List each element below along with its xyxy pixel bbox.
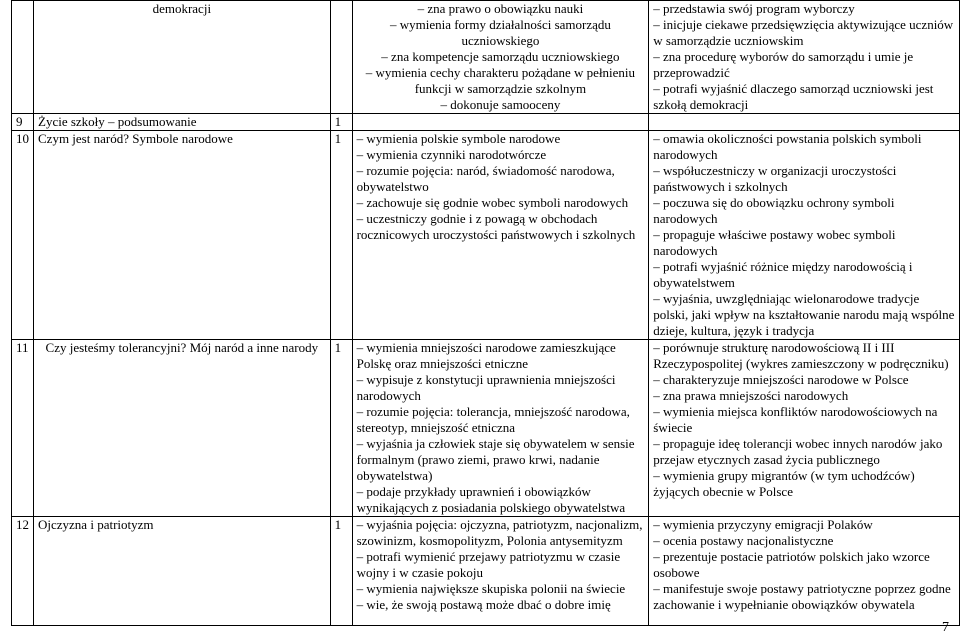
requirement-item: – potrafi wyjaśnić dlaczego samorząd uczniowski jest szkołą demokracji (653, 81, 955, 113)
requirement-item: – charakteryzuje mniejszości narodowe w Polsce (653, 372, 955, 388)
basic-requirements (352, 517, 649, 626)
extended-requirements (649, 517, 960, 626)
requirement-item: – uczestniczy godnie i z powagą w obchodach rocznicowych uroczystości państwowych i szkolnych (357, 211, 645, 243)
requirement-item: – wymienia największe skupiska polonii na świecie (357, 581, 645, 597)
table-row (12, 517, 960, 626)
lesson-topic: Ojczyzna i patriotyzm (34, 517, 331, 626)
requirement-item: – potrafi wyjaśnić różnice między narodowością i obywatelstwem (653, 259, 955, 291)
extended-requirements (649, 340, 960, 517)
requirement-item: – wymienia miejsca konfliktów narodowościowych na świecie (653, 404, 955, 436)
requirement-item: – wymienia formy działalności samorządu uczniowskiego (357, 17, 645, 49)
requirement-item: – porównuje strukturę narodowościową II i III Rzeczypospolitej (wykres zamieszczony w podręczniku) (653, 340, 955, 372)
requirement-item: – zachowuje się godnie wobec symboli narodowych (357, 195, 645, 211)
curriculum-table-body (12, 1, 960, 626)
lesson-hours: 1 (330, 517, 352, 626)
extended-requirements (649, 114, 960, 131)
lesson-number: 9 (12, 114, 34, 131)
basic-requirements (352, 114, 649, 131)
requirement-item: – rozumie pojęcia: tolerancja, mniejszość narodowa, stereotyp, mniejszość etniczna (357, 404, 645, 436)
requirement-item: – potrafi wymienić przejawy patriotyzmu w czasie wojny i w czasie pokoju (357, 549, 645, 581)
lesson-topic: Czy jesteśmy tolerancyjni? Mój naród a inne narody (34, 340, 331, 517)
lesson-hours: 1 (330, 114, 352, 131)
curriculum-table (11, 0, 960, 626)
basic-requirements (352, 131, 649, 340)
requirement-item: – wymienia grupy migrantów (w tym uchodźców) żyjących obecnie w Polsce (653, 468, 955, 500)
requirement-item: – wymienia czynniki narodotwórcze (357, 147, 645, 163)
table-row (12, 1, 960, 114)
basic-requirements (352, 340, 649, 517)
extended-requirements (649, 131, 960, 340)
requirement-item: – propaguje ideę tolerancji wobec innych narodów jako przejaw etycznych zasad życia publicznego (653, 436, 955, 468)
requirement-item: – propaguje właściwe postawy wobec symboli narodowych (653, 227, 955, 259)
lesson-topic: Życie szkoły – podsumowanie (34, 114, 331, 131)
lesson-number (12, 1, 34, 114)
requirement-item: – prezentuje postacie patriotów polskich jako wzorce osobowe (653, 549, 955, 581)
requirement-item: – wymienia przyczyny emigracji Polaków (653, 517, 955, 533)
requirement-item: – wyjaśnia, uwzględniając wielonarodowe tradycje polski, jaki wpływ na kształtowanie narodu mają wspólne dzieje, kultura, język i tradycja (653, 291, 955, 339)
lesson-topic: Czym jest naród? Symbole narodowe (34, 131, 331, 340)
table-row (12, 340, 960, 517)
requirement-item: – wie, że swoją postawą może dbać o dobre imię (357, 597, 645, 613)
lesson-number: 10 (12, 131, 34, 340)
lesson-topic: demokracji (34, 1, 331, 114)
lesson-hours: 1 (330, 131, 352, 340)
requirement-item: – zna kompetencje samorządu uczniowskiego (357, 49, 645, 65)
requirement-item: – rozumie pojęcia: naród, świadomość narodowa, obywatelstwo (357, 163, 645, 195)
lesson-number: 12 (12, 517, 34, 626)
basic-requirements (352, 1, 649, 114)
page-number: 7 (942, 620, 949, 635)
requirement-item: – zna prawo o obowiązku nauki (357, 1, 645, 17)
table-row (12, 114, 960, 131)
requirement-item: – ocenia postawy nacjonalistyczne (653, 533, 955, 549)
requirement-item: – manifestuje swoje postawy patriotyczne poprzez godne zachowanie i wypełnianie obowiązków obywatela (653, 581, 955, 613)
requirement-item: – przedstawia swój program wyborczy (653, 1, 955, 17)
table-row (12, 131, 960, 340)
requirement-item: – podaje przykłady uprawnień i obowiązków wynikających z posiadania polskiego obywatelstwa (357, 484, 645, 516)
requirement-item: – inicjuje ciekawe przedsięwzięcia aktywizujące uczniów w samorządzie uczniowskim (653, 17, 955, 49)
requirement-item: – zna procedurę wyborów do samorządu i umie je przeprowadzić (653, 49, 955, 81)
lesson-hours: 1 (330, 340, 352, 517)
requirement-item: – zna prawa mniejszości narodowych (653, 388, 955, 404)
lesson-number: 11 (12, 340, 34, 517)
requirement-item: – poczuwa się do obowiązku ochrony symboli narodowych (653, 195, 955, 227)
extended-requirements (649, 1, 960, 114)
requirement-item: – wyjaśnia ja człowiek staje się obywatelem w sensie formalnym (prawo ziemi, prawo krwi, nadanie obywatelstwa) (357, 436, 645, 484)
requirement-item: – wymienia cechy charakteru pożądane w pełnieniu funkcji w samorządzie szkolnym (357, 65, 645, 97)
requirement-item: – wyjaśnia pojęcia: ojczyzna, patriotyzm, nacjonalizm, szowinizm, kosmopolityzm, Polonia antysemityzm (357, 517, 645, 549)
requirement-item: – wymienia mniejszości narodowe zamieszkujące Polskę oraz mniejszości etniczne (357, 340, 645, 372)
requirement-item: – współuczestniczy w organizacji uroczystości państwowych i szkolnych (653, 163, 955, 195)
requirement-item: – dokonuje samooceny (357, 97, 645, 113)
requirement-item: – omawia okoliczności powstania polskich symboli narodowych (653, 131, 955, 163)
requirement-item: – wypisuje z konstytucji uprawnienia mniejszości narodowych (357, 372, 645, 404)
lesson-hours (330, 1, 352, 114)
requirement-item: – wymienia polskie symbole narodowe (357, 131, 645, 147)
